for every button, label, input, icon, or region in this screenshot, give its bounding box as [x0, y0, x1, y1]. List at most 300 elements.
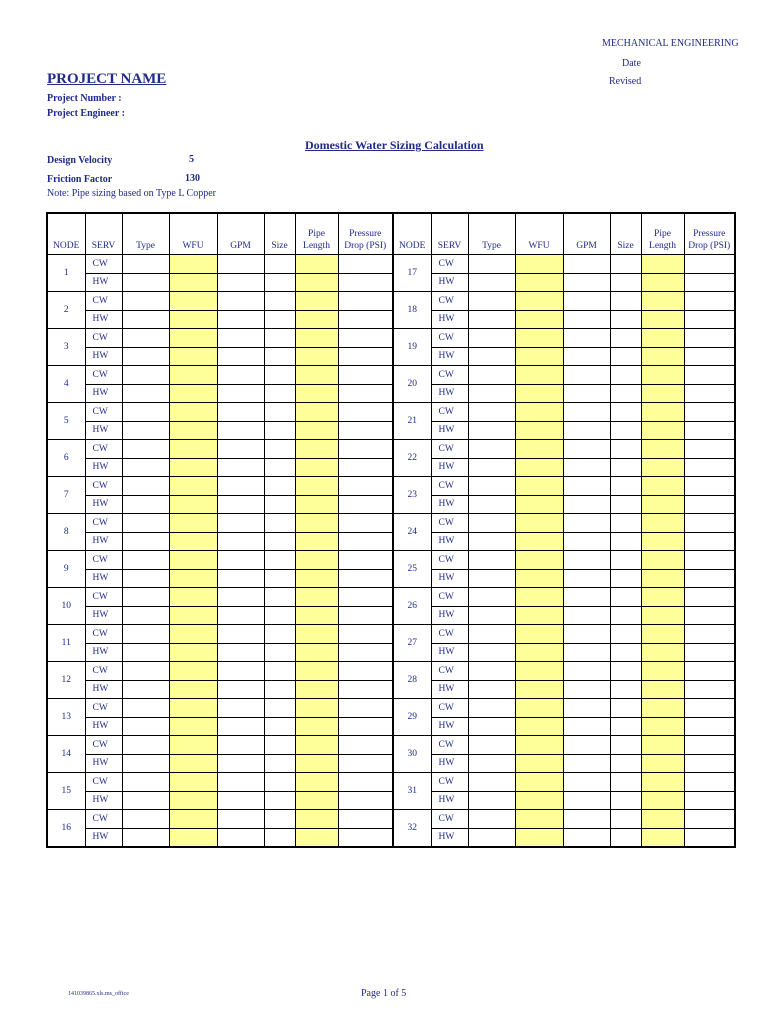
pipe-length-cell[interactable] [641, 810, 684, 829]
wfu-cell[interactable] [515, 532, 563, 551]
wfu-cell[interactable] [169, 680, 217, 699]
pipe-length-cell[interactable] [295, 366, 338, 385]
pipe-length-cell[interactable] [295, 477, 338, 496]
size-cell[interactable] [264, 791, 295, 810]
gpm-cell[interactable] [217, 273, 264, 292]
wfu-cell[interactable] [169, 643, 217, 662]
size-cell[interactable] [610, 717, 641, 736]
wfu-cell[interactable] [169, 329, 217, 348]
type-cell[interactable] [122, 495, 169, 514]
size-cell[interactable] [264, 384, 295, 403]
size-cell[interactable] [264, 403, 295, 422]
wfu-cell[interactable] [169, 421, 217, 440]
gpm-cell[interactable] [563, 329, 610, 348]
pipe-length-cell[interactable] [295, 440, 338, 459]
pipe-length-cell[interactable] [295, 292, 338, 311]
pressure-drop-cell[interactable] [338, 273, 393, 292]
gpm-cell[interactable] [563, 514, 610, 533]
wfu-cell[interactable] [515, 329, 563, 348]
size-cell[interactable] [610, 662, 641, 681]
wfu-cell[interactable] [169, 255, 217, 274]
gpm-cell[interactable] [217, 680, 264, 699]
type-cell[interactable] [122, 310, 169, 329]
pipe-length-cell[interactable] [641, 662, 684, 681]
gpm-cell[interactable] [217, 495, 264, 514]
type-cell[interactable] [468, 403, 515, 422]
wfu-cell[interactable] [515, 421, 563, 440]
type-cell[interactable] [468, 773, 515, 792]
type-cell[interactable] [122, 532, 169, 551]
size-cell[interactable] [264, 514, 295, 533]
type-cell[interactable] [122, 273, 169, 292]
pipe-length-cell[interactable] [641, 458, 684, 477]
type-cell[interactable] [468, 532, 515, 551]
pressure-drop-cell[interactable] [338, 699, 393, 718]
pipe-length-cell[interactable] [295, 680, 338, 699]
type-cell[interactable] [122, 440, 169, 459]
size-cell[interactable] [610, 810, 641, 829]
pressure-drop-cell[interactable] [684, 569, 735, 588]
wfu-cell[interactable] [515, 773, 563, 792]
pipe-length-cell[interactable] [295, 384, 338, 403]
wfu-cell[interactable] [169, 754, 217, 773]
size-cell[interactable] [264, 828, 295, 847]
pressure-drop-cell[interactable] [338, 292, 393, 311]
gpm-cell[interactable] [563, 255, 610, 274]
type-cell[interactable] [468, 625, 515, 644]
size-cell[interactable] [610, 754, 641, 773]
wfu-cell[interactable] [515, 292, 563, 311]
gpm-cell[interactable] [217, 699, 264, 718]
size-cell[interactable] [264, 292, 295, 311]
pipe-length-cell[interactable] [641, 366, 684, 385]
type-cell[interactable] [122, 255, 169, 274]
wfu-cell[interactable] [515, 810, 563, 829]
gpm-cell[interactable] [217, 551, 264, 570]
type-cell[interactable] [468, 366, 515, 385]
wfu-cell[interactable] [169, 736, 217, 755]
type-cell[interactable] [122, 606, 169, 625]
gpm-cell[interactable] [563, 754, 610, 773]
wfu-cell[interactable] [169, 347, 217, 366]
pressure-drop-cell[interactable] [684, 791, 735, 810]
gpm-cell[interactable] [563, 662, 610, 681]
pressure-drop-cell[interactable] [338, 662, 393, 681]
gpm-cell[interactable] [217, 421, 264, 440]
pressure-drop-cell[interactable] [684, 514, 735, 533]
type-cell[interactable] [122, 699, 169, 718]
pressure-drop-cell[interactable] [338, 477, 393, 496]
wfu-cell[interactable] [169, 625, 217, 644]
pipe-length-cell[interactable] [295, 606, 338, 625]
size-cell[interactable] [610, 477, 641, 496]
pressure-drop-cell[interactable] [338, 495, 393, 514]
size-cell[interactable] [264, 273, 295, 292]
pipe-length-cell[interactable] [641, 329, 684, 348]
type-cell[interactable] [468, 662, 515, 681]
type-cell[interactable] [122, 828, 169, 847]
pipe-length-cell[interactable] [641, 588, 684, 607]
size-cell[interactable] [610, 588, 641, 607]
size-cell[interactable] [264, 754, 295, 773]
wfu-cell[interactable] [169, 440, 217, 459]
size-cell[interactable] [610, 366, 641, 385]
size-cell[interactable] [610, 458, 641, 477]
pipe-length-cell[interactable] [295, 828, 338, 847]
size-cell[interactable] [264, 606, 295, 625]
size-cell[interactable] [610, 310, 641, 329]
gpm-cell[interactable] [217, 773, 264, 792]
size-cell[interactable] [264, 736, 295, 755]
wfu-cell[interactable] [515, 569, 563, 588]
pipe-length-cell[interactable] [641, 625, 684, 644]
type-cell[interactable] [468, 606, 515, 625]
pressure-drop-cell[interactable] [684, 255, 735, 274]
pressure-drop-cell[interactable] [338, 717, 393, 736]
gpm-cell[interactable] [217, 403, 264, 422]
pressure-drop-cell[interactable] [338, 255, 393, 274]
gpm-cell[interactable] [563, 477, 610, 496]
size-cell[interactable] [610, 551, 641, 570]
pressure-drop-cell[interactable] [684, 588, 735, 607]
wfu-cell[interactable] [515, 255, 563, 274]
pipe-length-cell[interactable] [641, 514, 684, 533]
wfu-cell[interactable] [169, 551, 217, 570]
wfu-cell[interactable] [515, 699, 563, 718]
pipe-length-cell[interactable] [641, 421, 684, 440]
size-cell[interactable] [610, 569, 641, 588]
type-cell[interactable] [122, 680, 169, 699]
gpm-cell[interactable] [217, 625, 264, 644]
type-cell[interactable] [468, 810, 515, 829]
type-cell[interactable] [122, 717, 169, 736]
pressure-drop-cell[interactable] [684, 366, 735, 385]
type-cell[interactable] [468, 736, 515, 755]
pipe-length-cell[interactable] [295, 773, 338, 792]
gpm-cell[interactable] [563, 810, 610, 829]
wfu-cell[interactable] [169, 699, 217, 718]
wfu-cell[interactable] [515, 403, 563, 422]
wfu-cell[interactable] [515, 736, 563, 755]
size-cell[interactable] [610, 384, 641, 403]
pipe-length-cell[interactable] [295, 495, 338, 514]
size-cell[interactable] [264, 717, 295, 736]
type-cell[interactable] [468, 588, 515, 607]
size-cell[interactable] [264, 421, 295, 440]
pipe-length-cell[interactable] [641, 384, 684, 403]
pipe-length-cell[interactable] [641, 292, 684, 311]
pressure-drop-cell[interactable] [684, 699, 735, 718]
pipe-length-cell[interactable] [641, 403, 684, 422]
wfu-cell[interactable] [515, 791, 563, 810]
wfu-cell[interactable] [515, 495, 563, 514]
type-cell[interactable] [122, 643, 169, 662]
wfu-cell[interactable] [515, 662, 563, 681]
type-cell[interactable] [468, 828, 515, 847]
pipe-length-cell[interactable] [295, 532, 338, 551]
size-cell[interactable] [610, 791, 641, 810]
gpm-cell[interactable] [217, 347, 264, 366]
type-cell[interactable] [468, 347, 515, 366]
gpm-cell[interactable] [563, 569, 610, 588]
pressure-drop-cell[interactable] [338, 347, 393, 366]
type-cell[interactable] [122, 366, 169, 385]
type-cell[interactable] [122, 477, 169, 496]
gpm-cell[interactable] [217, 643, 264, 662]
wfu-cell[interactable] [515, 273, 563, 292]
pressure-drop-cell[interactable] [338, 551, 393, 570]
gpm-cell[interactable] [563, 495, 610, 514]
type-cell[interactable] [122, 421, 169, 440]
type-cell[interactable] [122, 514, 169, 533]
pressure-drop-cell[interactable] [338, 384, 393, 403]
gpm-cell[interactable] [217, 588, 264, 607]
size-cell[interactable] [610, 736, 641, 755]
size-cell[interactable] [610, 255, 641, 274]
size-cell[interactable] [610, 273, 641, 292]
type-cell[interactable] [122, 329, 169, 348]
size-cell[interactable] [264, 773, 295, 792]
pipe-length-cell[interactable] [641, 440, 684, 459]
size-cell[interactable] [264, 366, 295, 385]
wfu-cell[interactable] [169, 532, 217, 551]
pressure-drop-cell[interactable] [338, 606, 393, 625]
pipe-length-cell[interactable] [295, 625, 338, 644]
gpm-cell[interactable] [217, 384, 264, 403]
type-cell[interactable] [122, 625, 169, 644]
size-cell[interactable] [264, 569, 295, 588]
wfu-cell[interactable] [169, 310, 217, 329]
type-cell[interactable] [468, 440, 515, 459]
wfu-cell[interactable] [169, 495, 217, 514]
pressure-drop-cell[interactable] [338, 569, 393, 588]
pipe-length-cell[interactable] [295, 588, 338, 607]
size-cell[interactable] [610, 625, 641, 644]
type-cell[interactable] [468, 680, 515, 699]
pressure-drop-cell[interactable] [338, 329, 393, 348]
pipe-length-cell[interactable] [295, 421, 338, 440]
type-cell[interactable] [122, 384, 169, 403]
wfu-cell[interactable] [515, 440, 563, 459]
size-cell[interactable] [264, 588, 295, 607]
pressure-drop-cell[interactable] [684, 440, 735, 459]
pressure-drop-cell[interactable] [684, 458, 735, 477]
pipe-length-cell[interactable] [641, 347, 684, 366]
type-cell[interactable] [468, 255, 515, 274]
wfu-cell[interactable] [169, 292, 217, 311]
type-cell[interactable] [122, 791, 169, 810]
pressure-drop-cell[interactable] [684, 625, 735, 644]
size-cell[interactable] [264, 458, 295, 477]
pressure-drop-cell[interactable] [338, 680, 393, 699]
gpm-cell[interactable] [563, 384, 610, 403]
type-cell[interactable] [122, 810, 169, 829]
gpm-cell[interactable] [217, 458, 264, 477]
gpm-cell[interactable] [217, 828, 264, 847]
wfu-cell[interactable] [515, 717, 563, 736]
size-cell[interactable] [264, 310, 295, 329]
pressure-drop-cell[interactable] [338, 366, 393, 385]
size-cell[interactable] [610, 292, 641, 311]
size-cell[interactable] [264, 440, 295, 459]
gpm-cell[interactable] [217, 255, 264, 274]
pressure-drop-cell[interactable] [338, 310, 393, 329]
gpm-cell[interactable] [217, 477, 264, 496]
wfu-cell[interactable] [515, 625, 563, 644]
size-cell[interactable] [610, 680, 641, 699]
wfu-cell[interactable] [515, 347, 563, 366]
pressure-drop-cell[interactable] [338, 440, 393, 459]
type-cell[interactable] [122, 588, 169, 607]
wfu-cell[interactable] [169, 384, 217, 403]
gpm-cell[interactable] [563, 643, 610, 662]
pipe-length-cell[interactable] [295, 791, 338, 810]
size-cell[interactable] [610, 532, 641, 551]
pressure-drop-cell[interactable] [338, 588, 393, 607]
wfu-cell[interactable] [169, 773, 217, 792]
pressure-drop-cell[interactable] [338, 514, 393, 533]
pressure-drop-cell[interactable] [684, 532, 735, 551]
pressure-drop-cell[interactable] [338, 754, 393, 773]
wfu-cell[interactable] [169, 810, 217, 829]
size-cell[interactable] [264, 532, 295, 551]
type-cell[interactable] [468, 717, 515, 736]
pressure-drop-cell[interactable] [684, 347, 735, 366]
gpm-cell[interactable] [563, 791, 610, 810]
gpm-cell[interactable] [563, 625, 610, 644]
type-cell[interactable] [468, 310, 515, 329]
type-cell[interactable] [468, 551, 515, 570]
wfu-cell[interactable] [169, 662, 217, 681]
pressure-drop-cell[interactable] [338, 736, 393, 755]
gpm-cell[interactable] [217, 810, 264, 829]
size-cell[interactable] [610, 347, 641, 366]
gpm-cell[interactable] [563, 421, 610, 440]
gpm-cell[interactable] [217, 310, 264, 329]
size-cell[interactable] [264, 347, 295, 366]
wfu-cell[interactable] [169, 514, 217, 533]
size-cell[interactable] [264, 699, 295, 718]
gpm-cell[interactable] [563, 440, 610, 459]
pipe-length-cell[interactable] [295, 458, 338, 477]
gpm-cell[interactable] [217, 717, 264, 736]
gpm-cell[interactable] [217, 292, 264, 311]
type-cell[interactable] [468, 458, 515, 477]
wfu-cell[interactable] [169, 477, 217, 496]
pipe-length-cell[interactable] [641, 643, 684, 662]
pipe-length-cell[interactable] [295, 643, 338, 662]
gpm-cell[interactable] [217, 662, 264, 681]
gpm-cell[interactable] [217, 532, 264, 551]
pressure-drop-cell[interactable] [338, 810, 393, 829]
size-cell[interactable] [610, 606, 641, 625]
gpm-cell[interactable] [563, 347, 610, 366]
pressure-drop-cell[interactable] [684, 495, 735, 514]
gpm-cell[interactable] [217, 366, 264, 385]
wfu-cell[interactable] [515, 366, 563, 385]
pipe-length-cell[interactable] [641, 680, 684, 699]
size-cell[interactable] [264, 643, 295, 662]
gpm-cell[interactable] [563, 551, 610, 570]
wfu-cell[interactable] [515, 310, 563, 329]
pressure-drop-cell[interactable] [338, 828, 393, 847]
pipe-length-cell[interactable] [641, 273, 684, 292]
size-cell[interactable] [610, 329, 641, 348]
pressure-drop-cell[interactable] [684, 643, 735, 662]
wfu-cell[interactable] [515, 606, 563, 625]
gpm-cell[interactable] [563, 828, 610, 847]
pipe-length-cell[interactable] [295, 736, 338, 755]
wfu-cell[interactable] [169, 458, 217, 477]
size-cell[interactable] [264, 625, 295, 644]
pipe-length-cell[interactable] [295, 347, 338, 366]
wfu-cell[interactable] [169, 717, 217, 736]
pipe-length-cell[interactable] [295, 310, 338, 329]
type-cell[interactable] [468, 273, 515, 292]
size-cell[interactable] [264, 551, 295, 570]
type-cell[interactable] [468, 421, 515, 440]
wfu-cell[interactable] [515, 588, 563, 607]
pipe-length-cell[interactable] [641, 310, 684, 329]
type-cell[interactable] [122, 458, 169, 477]
size-cell[interactable] [264, 495, 295, 514]
gpm-cell[interactable] [217, 440, 264, 459]
type-cell[interactable] [122, 292, 169, 311]
wfu-cell[interactable] [515, 828, 563, 847]
gpm-cell[interactable] [563, 273, 610, 292]
gpm-cell[interactable] [217, 514, 264, 533]
pipe-length-cell[interactable] [295, 699, 338, 718]
type-cell[interactable] [468, 292, 515, 311]
wfu-cell[interactable] [169, 403, 217, 422]
gpm-cell[interactable] [563, 292, 610, 311]
gpm-cell[interactable] [563, 588, 610, 607]
pressure-drop-cell[interactable] [684, 828, 735, 847]
pressure-drop-cell[interactable] [684, 329, 735, 348]
wfu-cell[interactable] [169, 569, 217, 588]
size-cell[interactable] [264, 255, 295, 274]
pressure-drop-cell[interactable] [684, 403, 735, 422]
wfu-cell[interactable] [169, 273, 217, 292]
type-cell[interactable] [468, 643, 515, 662]
gpm-cell[interactable] [563, 680, 610, 699]
type-cell[interactable] [122, 569, 169, 588]
type-cell[interactable] [468, 514, 515, 533]
type-cell[interactable] [468, 699, 515, 718]
pipe-length-cell[interactable] [641, 569, 684, 588]
pressure-drop-cell[interactable] [338, 625, 393, 644]
type-cell[interactable] [122, 662, 169, 681]
size-cell[interactable] [264, 477, 295, 496]
gpm-cell[interactable] [563, 403, 610, 422]
size-cell[interactable] [610, 421, 641, 440]
wfu-cell[interactable] [515, 680, 563, 699]
type-cell[interactable] [122, 347, 169, 366]
pipe-length-cell[interactable] [641, 551, 684, 570]
pipe-length-cell[interactable] [295, 514, 338, 533]
wfu-cell[interactable] [169, 366, 217, 385]
pipe-length-cell[interactable] [641, 828, 684, 847]
type-cell[interactable] [122, 403, 169, 422]
pipe-length-cell[interactable] [295, 403, 338, 422]
pressure-drop-cell[interactable] [338, 458, 393, 477]
pressure-drop-cell[interactable] [684, 421, 735, 440]
gpm-cell[interactable] [563, 458, 610, 477]
pressure-drop-cell[interactable] [338, 643, 393, 662]
pressure-drop-cell[interactable] [684, 310, 735, 329]
pipe-length-cell[interactable] [641, 736, 684, 755]
pipe-length-cell[interactable] [641, 699, 684, 718]
